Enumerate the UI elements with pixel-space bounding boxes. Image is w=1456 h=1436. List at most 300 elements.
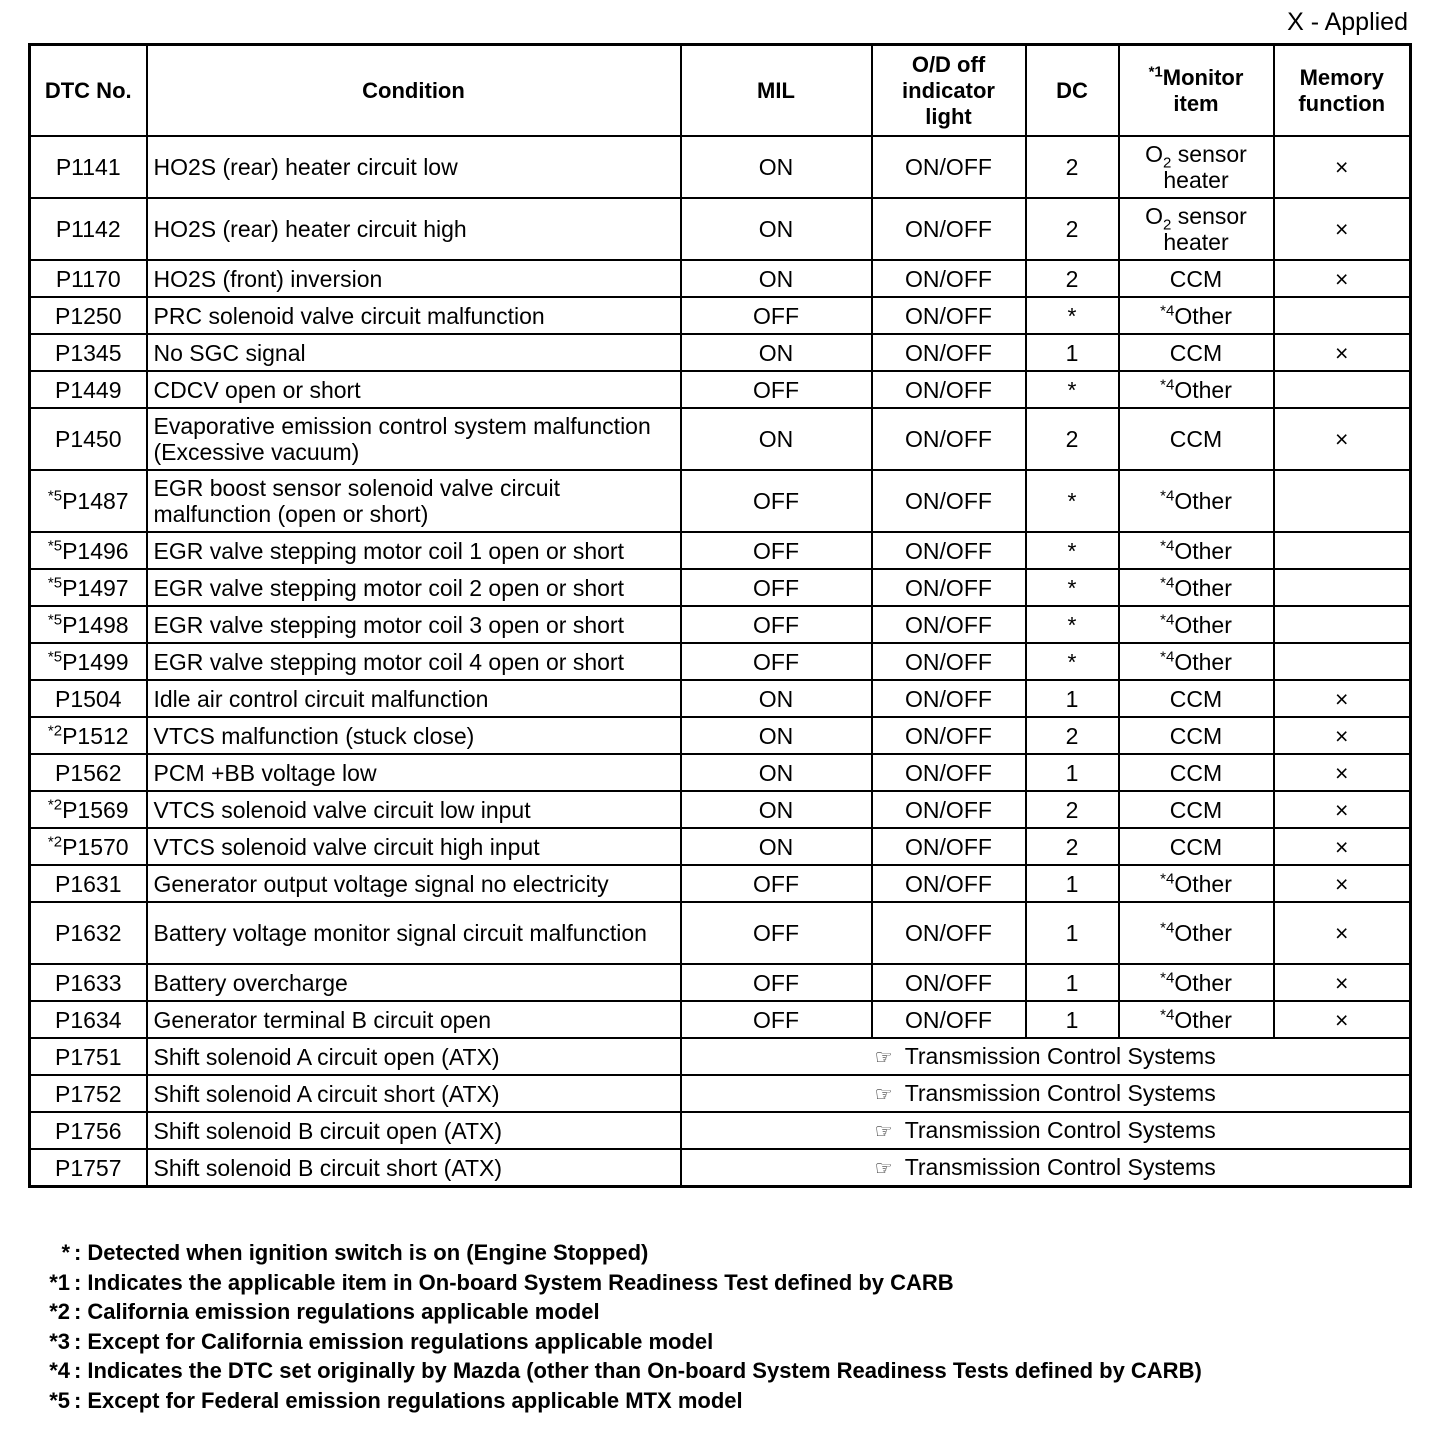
mil-cell: OFF	[681, 297, 872, 334]
applied-legend: X - Applied	[1287, 8, 1408, 36]
pointer-hand-icon: ☞	[874, 1120, 893, 1143]
monitor-text: CCM	[1169, 759, 1223, 786]
table-row	[30, 569, 1411, 606]
monitor-prefix: O	[1145, 203, 1164, 229]
reference-text: Transmission Control Systems	[904, 1153, 1216, 1180]
table-row	[30, 297, 1411, 334]
reference-cell	[681, 1112, 1411, 1149]
mil-cell: OFF	[681, 1001, 872, 1038]
dc-cell: *	[1026, 371, 1119, 408]
monitor-cell	[1119, 902, 1274, 964]
reference-text: Transmission Control Systems	[904, 1042, 1216, 1069]
dtc-code: P1756	[54, 1117, 122, 1144]
memory-cell: ×	[1274, 791, 1411, 828]
table-row	[30, 1112, 1411, 1149]
monitor-text: CCM	[1169, 833, 1223, 860]
monitor-cell	[1119, 371, 1274, 408]
monitor-cell	[1119, 680, 1274, 717]
header-monitor-label: Monitor item	[1162, 64, 1244, 116]
mil-cell: ON	[681, 717, 872, 754]
dtc-code: P1632	[54, 920, 122, 946]
dtc-footnote-mark: *5	[47, 647, 63, 665]
dtc-code: P1633	[54, 969, 122, 996]
header-row	[30, 45, 1411, 137]
condition-cell: VTCS solenoid valve circuit low input	[147, 791, 681, 828]
dtc-table-body	[30, 136, 1411, 1187]
mil-cell: ON	[681, 198, 872, 260]
header-condition: Condition	[147, 45, 681, 137]
od-indicator-cell: ON/OFF	[872, 902, 1026, 964]
footnote-text: Indicates the applicable item in On-board System Readiness Test defined by CARB	[87, 1269, 954, 1295]
monitor-footnote-mark: *4	[1160, 1005, 1175, 1023]
monitor-item	[1126, 203, 1267, 255]
monitor-cell	[1119, 606, 1274, 643]
od-indicator-cell: ON/OFF	[872, 334, 1026, 371]
monitor-footnote-mark: *4	[1160, 301, 1175, 319]
dc-cell: 1	[1026, 902, 1119, 964]
memory-cell: ×	[1274, 680, 1411, 717]
monitor-text: Other	[1174, 920, 1232, 946]
monitor-text: Other	[1174, 376, 1232, 403]
dtc-code: P1562	[54, 759, 122, 786]
dtc-footnote-mark: *5	[47, 573, 63, 591]
dtc-code-cell	[30, 371, 147, 408]
condition-cell: HO2S (rear) heater circuit low	[147, 136, 681, 198]
dtc-code-cell	[30, 260, 147, 297]
dtc-code-cell	[30, 865, 147, 902]
table-row	[30, 680, 1411, 717]
monitor-text: CCM	[1169, 722, 1223, 749]
od-indicator-cell: ON/OFF	[872, 791, 1026, 828]
header-monitor	[1119, 45, 1274, 137]
condition-cell: PCM +BB voltage low	[147, 754, 681, 791]
dtc-code-cell	[30, 1075, 147, 1112]
mil-cell: ON	[681, 260, 872, 297]
dtc-code-cell	[30, 569, 147, 606]
mil-cell: OFF	[681, 865, 872, 902]
dc-cell: *	[1026, 643, 1119, 680]
dc-cell: *	[1026, 569, 1119, 606]
dc-cell: 2	[1026, 198, 1119, 260]
monitor-subscript: 2	[1163, 154, 1172, 172]
dc-cell: *	[1026, 606, 1119, 643]
mil-cell: OFF	[681, 902, 872, 964]
dtc-code: P1499	[62, 648, 129, 675]
mil-cell: OFF	[681, 470, 872, 532]
monitor-cell	[1119, 754, 1274, 791]
dtc-code-cell	[30, 643, 147, 680]
condition-cell: VTCS malfunction (stuck close)	[147, 717, 681, 754]
monitor-cell	[1119, 865, 1274, 902]
dtc-code: P1512	[62, 722, 129, 749]
dtc-code: P1570	[62, 833, 129, 860]
monitor-text: CCM	[1169, 426, 1223, 452]
monitor-cell	[1119, 791, 1274, 828]
od-indicator-cell: ON/OFF	[872, 297, 1026, 334]
dtc-code-cell	[30, 334, 147, 371]
footnote	[30, 1238, 1202, 1268]
monitor-text: CCM	[1169, 265, 1223, 292]
monitor-footnote-mark: *4	[1160, 487, 1175, 505]
header-dc: DC	[1026, 45, 1119, 137]
dtc-footnote-mark: *2	[47, 795, 63, 813]
monitor-text: Other	[1174, 537, 1232, 564]
monitor-cell	[1119, 964, 1274, 1001]
monitor-footnote-mark: *4	[1160, 919, 1175, 937]
monitor-footnote-mark: *4	[1160, 375, 1175, 393]
dc-cell: 1	[1026, 680, 1119, 717]
dtc-code: P1496	[62, 537, 129, 564]
od-indicator-cell: ON/OFF	[872, 865, 1026, 902]
od-indicator-cell: ON/OFF	[872, 643, 1026, 680]
pointer-hand-icon: ☞	[874, 1157, 893, 1180]
dtc-code-cell	[30, 754, 147, 791]
footnote-colon: :	[74, 1299, 82, 1324]
dtc-code-cell	[30, 1038, 147, 1075]
table-row	[30, 964, 1411, 1001]
dtc-code: P1504	[54, 685, 122, 712]
condition-cell: EGR valve stepping motor coil 1 open or short	[147, 532, 681, 569]
monitor-cell	[1119, 643, 1274, 680]
memory-cell: ×	[1274, 136, 1411, 198]
monitor-subscript: 2	[1163, 216, 1172, 234]
table-row	[30, 643, 1411, 680]
od-indicator-cell: ON/OFF	[872, 964, 1026, 1001]
condition-cell: PRC solenoid valve circuit malfunction	[147, 297, 681, 334]
dtc-code: P1345	[54, 339, 122, 366]
condition-cell: Shift solenoid A circuit open (ATX)	[147, 1038, 681, 1075]
memory-cell: ×	[1274, 828, 1411, 865]
memory-cell: ×	[1274, 408, 1411, 470]
monitor-footnote-mark: *4	[1160, 610, 1175, 628]
od-indicator-cell: ON/OFF	[872, 754, 1026, 791]
memory-cell: ×	[1274, 964, 1411, 1001]
dc-cell: 2	[1026, 717, 1119, 754]
condition-cell: Battery overcharge	[147, 964, 681, 1001]
dtc-table	[28, 43, 1412, 1188]
dtc-code: P1487	[62, 488, 129, 514]
mil-cell: OFF	[681, 606, 872, 643]
od-indicator-cell: ON/OFF	[872, 371, 1026, 408]
reference-text: Transmission Control Systems	[904, 1079, 1216, 1106]
monitor-text: Other	[1174, 969, 1232, 996]
memory-cell	[1274, 569, 1411, 606]
dtc-footnote-mark: *2	[47, 832, 63, 850]
footnote-text: Detected when ignition switch is on (Engine Stopped)	[87, 1240, 649, 1265]
dtc-code-cell	[30, 1001, 147, 1038]
table-row	[30, 1075, 1411, 1112]
od-indicator-cell: ON/OFF	[872, 136, 1026, 198]
condition-cell: Generator output voltage signal no electricity	[147, 865, 681, 902]
table-row	[30, 371, 1411, 408]
od-indicator-cell: ON/OFF	[872, 408, 1026, 470]
footnote	[30, 1386, 1202, 1416]
dtc-code-cell	[30, 470, 147, 532]
dtc-code-cell	[30, 532, 147, 569]
table-row	[30, 198, 1411, 260]
monitor-cell	[1119, 198, 1274, 260]
memory-cell: ×	[1274, 754, 1411, 791]
dtc-code: P1497	[62, 574, 129, 601]
mil-cell: OFF	[681, 532, 872, 569]
dc-cell: 2	[1026, 136, 1119, 198]
footnotes	[30, 1238, 1202, 1415]
dtc-code-cell	[30, 680, 147, 717]
condition-cell: Battery voltage monitor signal circuit malfunction	[147, 902, 681, 964]
monitor-text: Other	[1174, 1006, 1232, 1033]
footnote	[30, 1327, 1202, 1357]
memory-cell: ×	[1274, 334, 1411, 371]
footnote-colon: :	[74, 1358, 82, 1383]
monitor-text: Other	[1174, 648, 1232, 675]
dtc-code-cell	[30, 1112, 147, 1149]
od-indicator-cell: ON/OFF	[872, 1001, 1026, 1038]
table-row	[30, 717, 1411, 754]
table-row	[30, 260, 1411, 297]
dtc-code-cell	[30, 606, 147, 643]
footnote-mark: *	[61, 1240, 70, 1265]
condition-cell: HO2S (rear) heater circuit high	[147, 198, 681, 260]
dtc-code: P1569	[62, 796, 129, 823]
mil-cell: OFF	[681, 569, 872, 606]
mil-cell: ON	[681, 754, 872, 791]
condition-cell: HO2S (front) inversion	[147, 260, 681, 297]
table-row	[30, 1149, 1411, 1187]
dtc-footnote-mark: *5	[47, 536, 63, 554]
footnote-colon: :	[74, 1387, 82, 1413]
memory-cell: ×	[1274, 198, 1411, 260]
monitor-text: Other	[1174, 488, 1232, 514]
dtc-code-cell	[30, 964, 147, 1001]
od-indicator-cell: ON/OFF	[872, 532, 1026, 569]
table-row	[30, 828, 1411, 865]
memory-cell: ×	[1274, 717, 1411, 754]
table-row	[30, 791, 1411, 828]
monitor-cell	[1119, 334, 1274, 371]
monitor-text: CCM	[1169, 339, 1223, 366]
mil-cell: ON	[681, 408, 872, 470]
condition-cell: EGR boost sensor solenoid valve circuit malfunction (open or short)	[147, 470, 681, 532]
monitor-cell	[1119, 260, 1274, 297]
condition-cell: Evaporative emission control system malfunction (Excessive vacuum)	[147, 408, 681, 470]
dtc-code-cell	[30, 828, 147, 865]
monitor-cell	[1119, 1001, 1274, 1038]
mil-cell: ON	[681, 136, 872, 198]
footnote-text: Indicates the DTC set originally by Mazda (other than On-board System Readiness Tests defined by CARB)	[87, 1358, 1202, 1383]
memory-cell	[1274, 371, 1411, 408]
dtc-code-cell	[30, 717, 147, 754]
footnote-mark: *2	[49, 1299, 70, 1324]
od-indicator-cell: ON/OFF	[872, 260, 1026, 297]
dtc-code: P1752	[54, 1080, 122, 1107]
condition-cell: CDCV open or short	[147, 371, 681, 408]
monitor-cell	[1119, 717, 1274, 754]
dtc-code: P1634	[54, 1006, 122, 1033]
od-indicator-cell: ON/OFF	[872, 606, 1026, 643]
dtc-code-cell	[30, 791, 147, 828]
condition-cell: VTCS solenoid valve circuit high input	[147, 828, 681, 865]
table-row	[30, 606, 1411, 643]
footnote	[30, 1268, 1202, 1298]
mil-cell: ON	[681, 828, 872, 865]
reference-cell	[681, 1149, 1411, 1187]
condition-cell: EGR valve stepping motor coil 3 open or short	[147, 606, 681, 643]
pointer-hand-icon: ☞	[874, 1083, 893, 1106]
memory-cell	[1274, 532, 1411, 569]
dtc-code-cell	[30, 297, 147, 334]
pointer-hand-icon: ☞	[874, 1046, 893, 1069]
dtc-code-cell	[30, 136, 147, 198]
footnote-text: California emission regulations applicable model	[87, 1299, 600, 1324]
header-memory: Memory function	[1274, 45, 1411, 137]
condition-cell: Generator terminal B circuit open	[147, 1001, 681, 1038]
dc-cell: 2	[1026, 828, 1119, 865]
dtc-code: P1757	[54, 1154, 122, 1181]
monitor-cell	[1119, 532, 1274, 569]
reference-cell	[681, 1075, 1411, 1112]
monitor-footnote-mark: *4	[1160, 573, 1175, 591]
table-row	[30, 532, 1411, 569]
monitor-cell	[1119, 297, 1274, 334]
monitor-item	[1126, 141, 1267, 193]
mil-cell: ON	[681, 791, 872, 828]
header-monitor-mark: *1	[1148, 63, 1163, 81]
dc-cell: *	[1026, 532, 1119, 569]
dtc-code: P1142	[55, 216, 121, 242]
monitor-footnote-mark: *4	[1160, 647, 1175, 665]
footnote-mark: *5	[49, 1387, 70, 1413]
dc-cell: *	[1026, 297, 1119, 334]
dc-cell: 1	[1026, 964, 1119, 1001]
footnote-text: Except for California emission regulations applicable model	[87, 1328, 714, 1354]
memory-cell	[1274, 470, 1411, 532]
table-row	[30, 136, 1411, 198]
od-indicator-cell: ON/OFF	[872, 828, 1026, 865]
monitor-footnote-mark: *4	[1160, 536, 1175, 554]
mil-cell: ON	[681, 334, 872, 371]
dtc-code: P1449	[54, 376, 122, 403]
monitor-footnote-mark: *4	[1160, 968, 1175, 986]
monitor-text: CCM	[1169, 796, 1223, 823]
table-row	[30, 408, 1411, 470]
footnote-mark: *1	[49, 1269, 70, 1295]
memory-cell: ×	[1274, 865, 1411, 902]
dc-cell: 2	[1026, 408, 1119, 470]
footnote-mark: *4	[49, 1358, 70, 1383]
mil-cell: OFF	[681, 643, 872, 680]
dtc-code: P1751	[54, 1043, 122, 1070]
od-indicator-cell: ON/OFF	[872, 717, 1026, 754]
footnote-colon: :	[74, 1328, 82, 1354]
header-dtc: DTC No.	[30, 45, 147, 137]
mil-cell: ON	[681, 680, 872, 717]
condition-cell: Idle air control circuit malfunction	[147, 680, 681, 717]
monitor-cell	[1119, 828, 1274, 865]
condition-cell: Shift solenoid B circuit short (ATX)	[147, 1149, 681, 1187]
monitor-cell	[1119, 569, 1274, 606]
monitor-text: Other	[1174, 302, 1232, 329]
table-row	[30, 470, 1411, 532]
dtc-code: P1450	[54, 426, 122, 452]
monitor-text: sensor heater	[1163, 141, 1247, 193]
dc-cell: *	[1026, 470, 1119, 532]
condition-cell: Shift solenoid A circuit short (ATX)	[147, 1075, 681, 1112]
table-row	[30, 865, 1411, 902]
dtc-code: P1631	[54, 870, 122, 897]
monitor-cell	[1119, 470, 1274, 532]
od-indicator-cell: ON/OFF	[872, 470, 1026, 532]
od-indicator-cell: ON/OFF	[872, 680, 1026, 717]
mil-cell: OFF	[681, 964, 872, 1001]
od-indicator-cell: ON/OFF	[872, 198, 1026, 260]
dc-cell: 1	[1026, 865, 1119, 902]
monitor-text: CCM	[1169, 685, 1223, 712]
dtc-code: P1250	[54, 302, 122, 329]
dtc-code-cell	[30, 902, 147, 964]
table-row	[30, 1001, 1411, 1038]
footnote	[30, 1297, 1202, 1327]
monitor-text: sensor heater	[1163, 203, 1247, 255]
dc-cell: 2	[1026, 260, 1119, 297]
memory-cell	[1274, 643, 1411, 680]
memory-cell	[1274, 606, 1411, 643]
table-row	[30, 1038, 1411, 1075]
dtc-code: P1498	[62, 611, 129, 638]
dtc-footnote-mark: *5	[47, 610, 63, 628]
monitor-text: Other	[1174, 574, 1232, 601]
monitor-text: Other	[1174, 870, 1232, 897]
dc-cell: 1	[1026, 334, 1119, 371]
dc-cell: 2	[1026, 791, 1119, 828]
dtc-code-cell	[30, 198, 147, 260]
memory-cell: ×	[1274, 260, 1411, 297]
header-mil: MIL	[681, 45, 872, 137]
monitor-prefix: O	[1145, 141, 1164, 167]
dc-cell: 1	[1026, 1001, 1119, 1038]
memory-cell: ×	[1274, 902, 1411, 964]
dc-cell: 1	[1026, 754, 1119, 791]
reference-text: Transmission Control Systems	[904, 1116, 1216, 1143]
footnote-colon: :	[74, 1240, 82, 1265]
dtc-footnote-mark: *2	[47, 721, 63, 739]
monitor-text: Other	[1174, 611, 1232, 638]
footnote-mark: *3	[49, 1328, 70, 1354]
table-row	[30, 902, 1411, 964]
condition-cell: EGR valve stepping motor coil 2 open or short	[147, 569, 681, 606]
memory-cell	[1274, 297, 1411, 334]
od-indicator-cell: ON/OFF	[872, 569, 1026, 606]
dtc-code-cell	[30, 1149, 147, 1187]
mil-cell: OFF	[681, 371, 872, 408]
monitor-cell	[1119, 136, 1274, 198]
header-od-indicator: O/D off indicator light	[872, 45, 1026, 137]
footnote-text: Except for Federal emission regulations applicable MTX model	[87, 1387, 743, 1413]
dtc-footnote-mark: *5	[47, 487, 63, 505]
condition-cell: No SGC signal	[147, 334, 681, 371]
dtc-code: P1141	[55, 154, 121, 180]
dtc-code: P1170	[55, 265, 121, 292]
footnote-colon: :	[74, 1269, 82, 1295]
dtc-code-cell	[30, 408, 147, 470]
table-row	[30, 334, 1411, 371]
table-row	[30, 754, 1411, 791]
condition-cell: Shift solenoid B circuit open (ATX)	[147, 1112, 681, 1149]
footnote	[30, 1356, 1202, 1386]
condition-cell: EGR valve stepping motor coil 4 open or short	[147, 643, 681, 680]
monitor-footnote-mark: *4	[1160, 869, 1175, 887]
monitor-cell	[1119, 408, 1274, 470]
reference-cell	[681, 1038, 1411, 1075]
